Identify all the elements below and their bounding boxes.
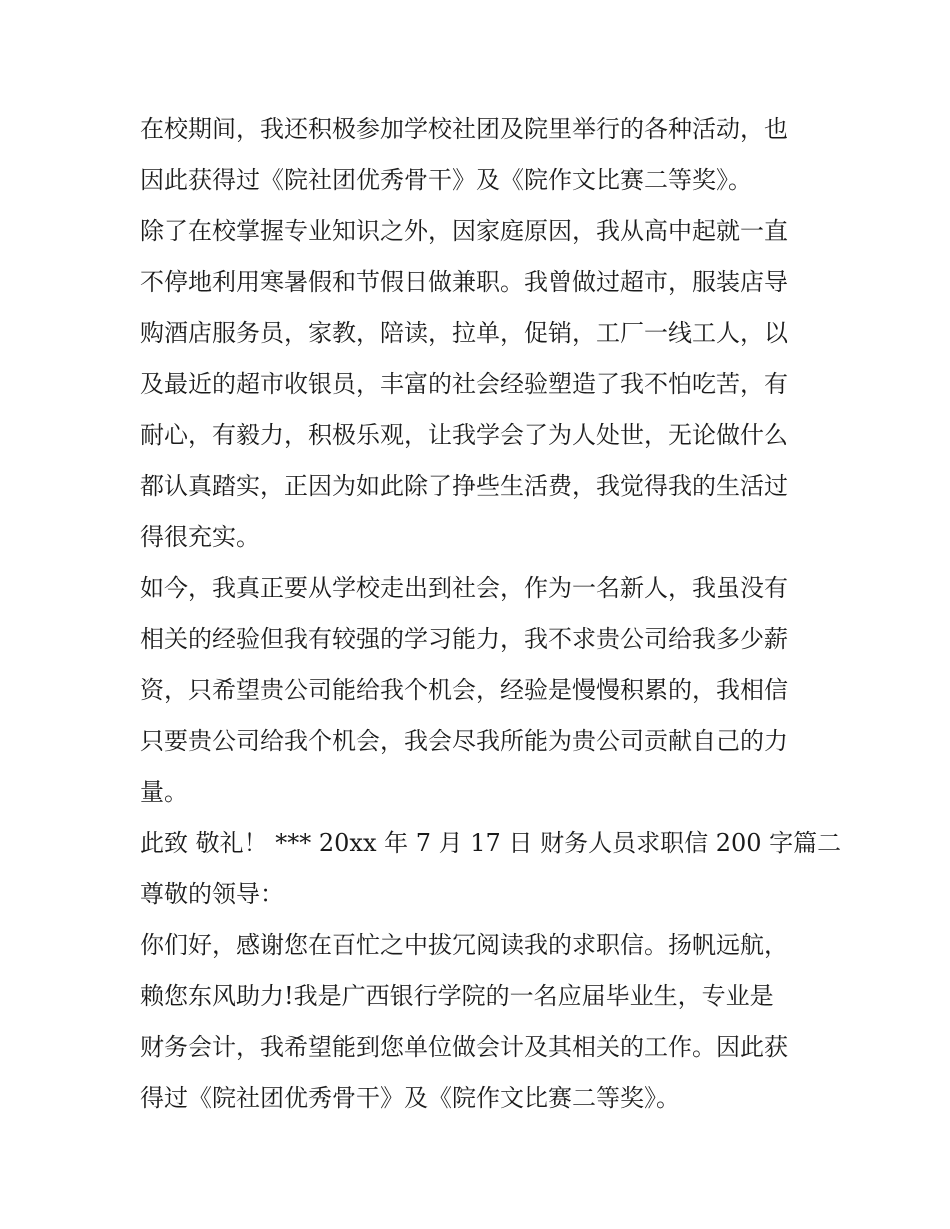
document-body bbox=[140, 104, 840, 1124]
text-line: 得很充实。 bbox=[140, 523, 260, 551]
text-line: 量。 bbox=[140, 778, 188, 806]
text-line: 都认真踏实，正因为如此除了挣些生活费，我觉得我的生活过 bbox=[140, 472, 788, 500]
text-line: 相关的经验但我有较强的学习能力，我不求贵公司给我多少薪 bbox=[140, 625, 788, 653]
text-line: 财务会计，我希望能到您单位做会计及其相关的工作。因此获 bbox=[140, 1033, 788, 1061]
text-line: 如今，我真正要从学校走出到社会，作为一名新人，我虽没有 bbox=[140, 574, 788, 602]
text-line: 资，只希望贵公司能给我个机会，经验是慢慢积累的，我相信 bbox=[140, 676, 788, 704]
text-line: 尊敬的领导： bbox=[140, 880, 284, 908]
text-line: 除了在校掌握专业知识之外，因家庭原因，我从高中起就一直 bbox=[140, 217, 788, 245]
text-line: 及最近的超市收银员，丰富的社会经验塑造了我不怕吃苦，有 bbox=[140, 370, 788, 398]
text-line: 因此获得过《院社团优秀骨干》及《院作文比赛二等奖》。 bbox=[140, 166, 752, 194]
text-line: 得过《院社团优秀骨干》及《院作文比赛二等奖》。 bbox=[140, 1084, 680, 1112]
text-line: 购酒店服务员，家教，陪读，拉单，促销，工厂一线工人，以 bbox=[140, 319, 788, 347]
text-line: 赖您东风助力!我是广西银行学院的一名应届毕业生，专业是 bbox=[140, 982, 774, 1010]
text-line: 耐心，有毅力，积极乐观，让我学会了为人处世，无论做什么 bbox=[140, 421, 788, 449]
text-line: 在校期间，我还积极参加学校社团及院里举行的各种活动，也 bbox=[140, 115, 788, 143]
text-line: 此致 敬礼！ *** 20xx 年 7 月 17 日 财务人员求职信 200 字篇二 bbox=[140, 829, 842, 857]
text-line: 你们好，感谢您在百忙之中拔冗阅读我的求职信。扬帆远航， bbox=[140, 931, 788, 959]
text-line: 只要贵公司给我个机会，我会尽我所能为贵公司贡献自己的力 bbox=[140, 727, 788, 755]
text-line: 不停地利用寒暑假和节假日做兼职。我曾做过超市，服装店导 bbox=[140, 268, 788, 296]
